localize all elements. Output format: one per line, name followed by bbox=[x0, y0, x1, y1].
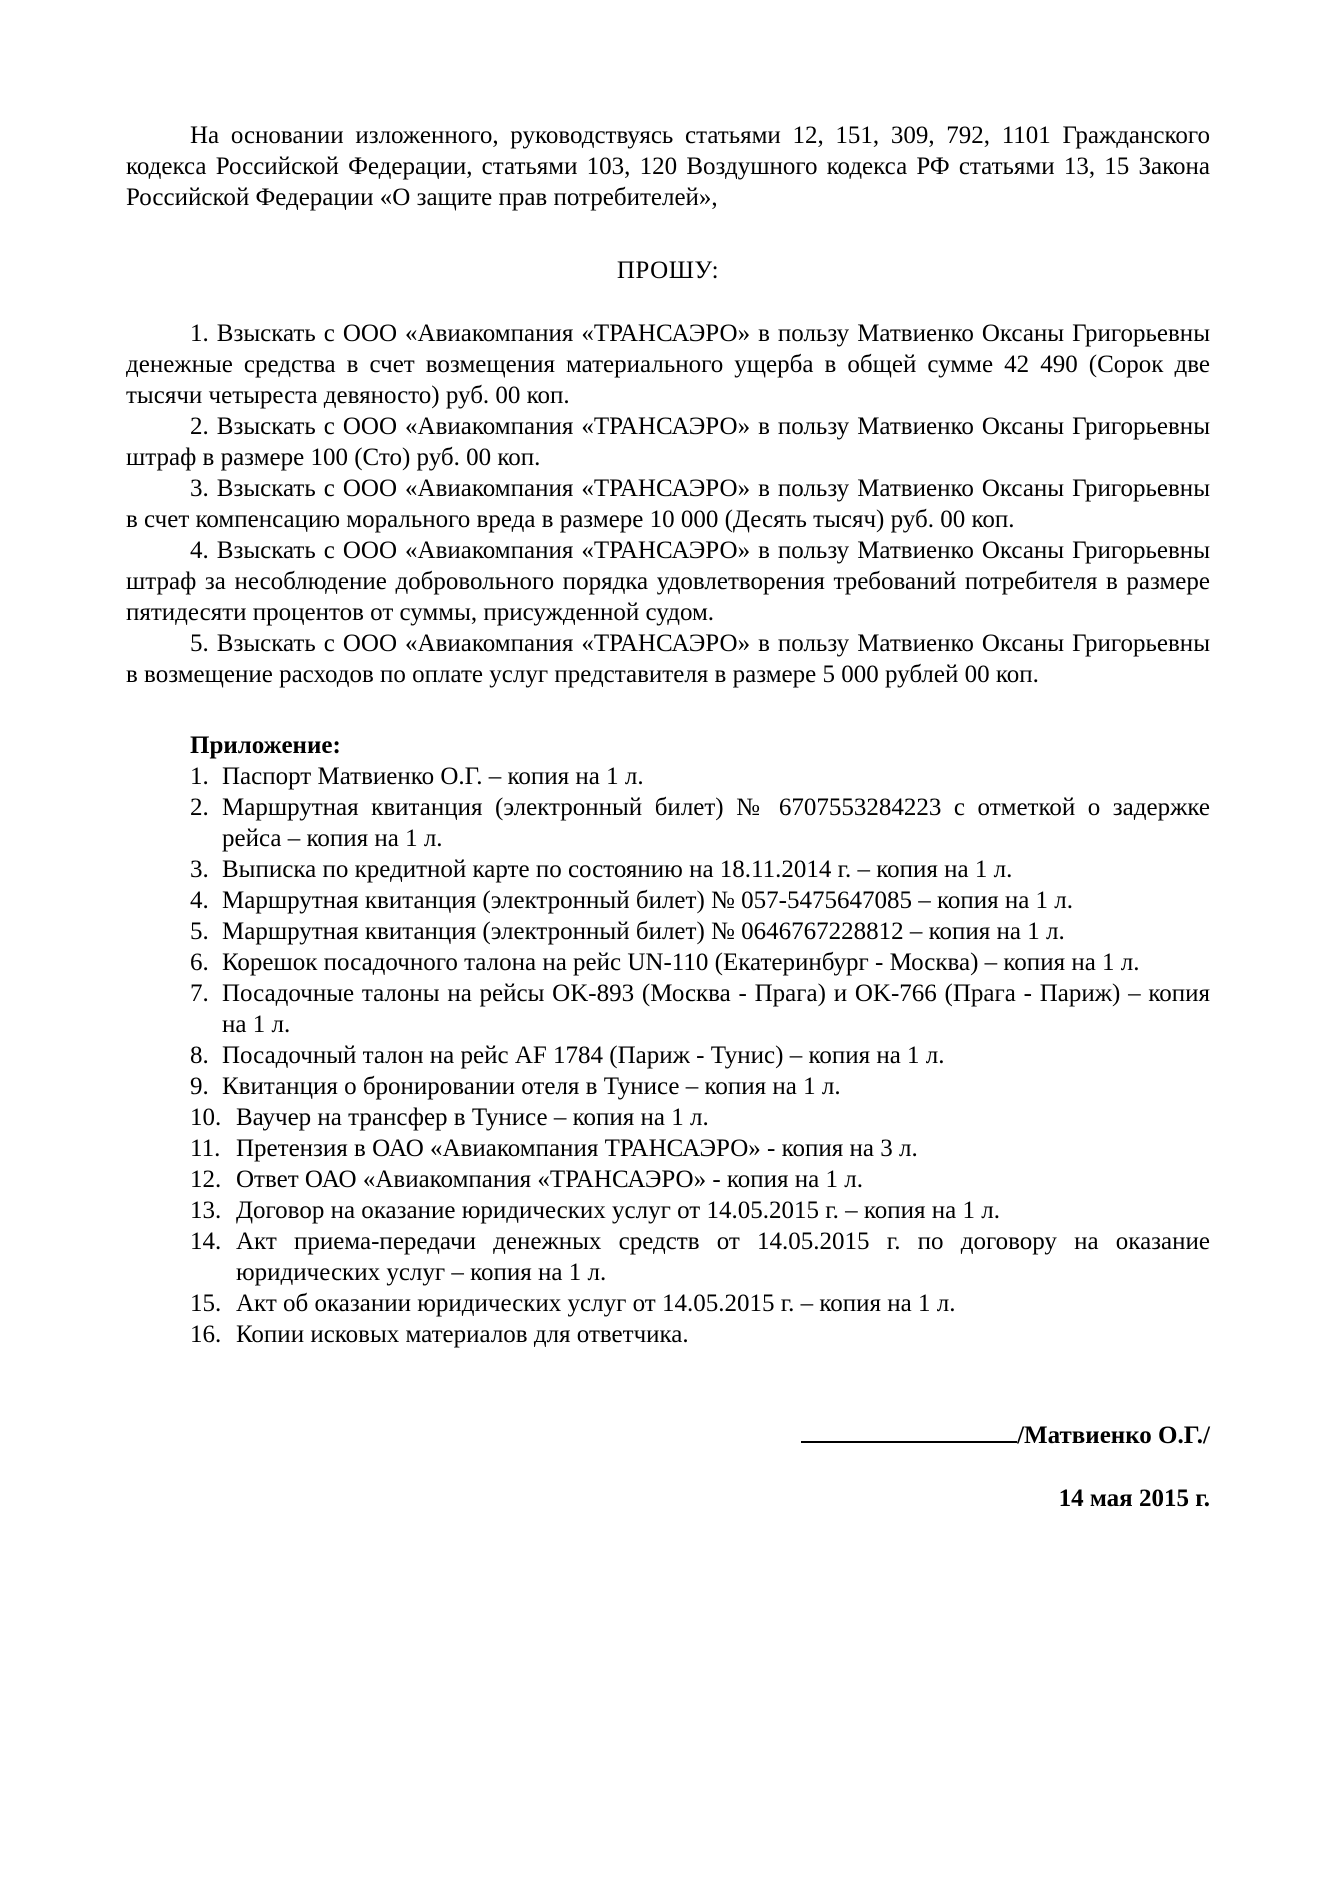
attachment-item bbox=[190, 885, 1210, 916]
attachment-number: 1. bbox=[190, 763, 209, 790]
request-title: ПРОШУ: bbox=[616, 257, 720, 284]
attachment-text: Ответ ОАО «Авиакомпания «ТРАНСАЭРО» - копия на 1 л. bbox=[236, 1166, 863, 1193]
signature-block bbox=[126, 1416, 1210, 1451]
attachment-text: Квитанция о бронировании отеля в Тунисе – копия на 1 л. bbox=[222, 1073, 841, 1100]
signature-name: /Матвиенко О.Г./ bbox=[1017, 1422, 1210, 1449]
attachment-text: Маршрутная квитанция (электронный билет) № 6707553284223 с отметкой о задержке рейса – копия на 1 л. bbox=[222, 794, 1210, 852]
request-list bbox=[126, 318, 1210, 690]
attachment-text: Выписка по кредитной карте по состоянию на 18.11.2014 г. – копия на 1 л. bbox=[222, 856, 1013, 883]
attachment-item bbox=[190, 1288, 1210, 1319]
attachment-item bbox=[190, 1164, 1210, 1195]
document-date: 14 мая 2015 г. bbox=[1058, 1485, 1210, 1512]
attachment-number: 14. bbox=[190, 1228, 222, 1255]
attachment-item bbox=[190, 1040, 1210, 1071]
attachment-item bbox=[190, 1319, 1210, 1350]
attachment-number: 5. bbox=[190, 918, 209, 945]
request-item: 4. Взыскать с ООО «Авиакомпания «ТРАНСАЭРО» в пользу Матвиенко Оксаны Григорьевны штраф за несоблюдение добровольного порядка удовлетворения требований потребителя в размере пятидесяти процентов от суммы, присужденной судом. bbox=[126, 537, 1210, 626]
attachment-text: Ваучер на трансфер в Тунисе – копия на 1 л. bbox=[236, 1104, 709, 1131]
attachment-number: 10. bbox=[190, 1104, 222, 1131]
attachment-number: 7. bbox=[190, 980, 209, 1007]
signature-line bbox=[801, 1416, 1017, 1443]
attachment-number: 2. bbox=[190, 794, 209, 821]
attachment-item bbox=[190, 916, 1210, 947]
attachment-item bbox=[190, 947, 1210, 978]
attachment-text: Посадочный талон на рейс AF 1784 (Париж - Тунис) – копия на 1 л. bbox=[222, 1042, 945, 1069]
attachment-number: 6. bbox=[190, 949, 209, 976]
attachment-text: Договор на оказание юридических услуг от 14.05.2015 г. – копия на 1 л. bbox=[236, 1197, 1000, 1224]
attachment-item bbox=[190, 1226, 1210, 1288]
attachment-text: Копии исковых материалов для ответчика. bbox=[236, 1321, 689, 1348]
attachment-text: Посадочные талоны на рейсы OK-893 (Москва - Прага) и OK-766 (Прага - Париж) – копия на 1 л. bbox=[222, 980, 1210, 1038]
attachment-text: Корешок посадочного талона на рейс UN-110 (Екатеринбург - Москва) – копия на 1 л. bbox=[222, 949, 1140, 976]
attachment-item bbox=[190, 854, 1210, 885]
attachment-item bbox=[190, 1195, 1210, 1226]
attachment-item bbox=[190, 1071, 1210, 1102]
attachment-text: Маршрутная квитанция (электронный билет) № 057-5475647085 – копия на 1 л. bbox=[222, 887, 1074, 914]
attachment-number: 11. bbox=[190, 1135, 221, 1162]
attachment-number: 4. bbox=[190, 887, 209, 914]
attachment-text: Акт приема-передачи денежных средств от 14.05.2015 г. по договору на оказание юридических услуг – копия на 1 л. bbox=[236, 1228, 1210, 1286]
request-item: 1. Взыскать с ООО «Авиакомпания «ТРАНСАЭРО» в пользу Матвиенко Оксаны Григорьевны денежные средства в счет возмещения материального ущерба в общей сумме 42 490 (Сорок две тысячи четыреста девяносто) руб. 00 коп. bbox=[126, 320, 1210, 409]
attachment-text: Маршрутная квитанция (электронный билет) № 0646767228812 – копия на 1 л. bbox=[222, 918, 1065, 945]
document-page bbox=[126, 120, 1210, 1514]
attachment-text: Акт об оказании юридических услуг от 14.05.2015 г. – копия на 1 л. bbox=[236, 1290, 956, 1317]
attachment-number: 15. bbox=[190, 1290, 222, 1317]
request-item: 3. Взыскать с ООО «Авиакомпания «ТРАНСАЭРО» в пользу Матвиенко Оксаны Григорьевны в счет компенсацию морального вреда в размере 10 000 (Десять тысяч) руб. 00 коп. bbox=[126, 475, 1210, 533]
intro-paragraph: На основании изложенного, руководствуясь статьями 12, 151, 309, 792, 1101 Гражданского кодекса Российской Федерации, статьями 103, 120 Воздушного кодекса РФ статьями 13, 15 Закона Российской Федерации «О защите прав потребителей», bbox=[126, 122, 1210, 211]
attachment-item bbox=[190, 1102, 1210, 1133]
attachment-item bbox=[190, 1133, 1210, 1164]
attachment-number: 16. bbox=[190, 1321, 222, 1348]
attachment-text: Паспорт Матвиенко О.Г. – копия на 1 л. bbox=[222, 763, 644, 790]
attachment-text: Претензия в ОАО «Авиакомпания ТРАНСАЭРО» - копия на 3 л. bbox=[236, 1135, 918, 1162]
attachment-item bbox=[190, 792, 1210, 854]
request-item: 5. Взыскать с ООО «Авиакомпания «ТРАНСАЭРО» в пользу Матвиенко Оксаны Григорьевны в возмещение расходов по оплате услуг представителя в размере 5 000 рублей 00 коп. bbox=[126, 630, 1210, 688]
attachment-number: 13. bbox=[190, 1197, 222, 1224]
attachment-number: 12. bbox=[190, 1166, 222, 1193]
attachment-item bbox=[190, 978, 1210, 1040]
attachments-section bbox=[126, 730, 1210, 1350]
attachment-number: 3. bbox=[190, 856, 209, 883]
attachment-number: 9. bbox=[190, 1073, 209, 1100]
attachment-number: 8. bbox=[190, 1042, 209, 1069]
request-item: 2. Взыскать с ООО «Авиакомпания «ТРАНСАЭРО» в пользу Матвиенко Оксаны Григорьевны штраф в размере 100 (Сто) руб. 00 коп. bbox=[126, 413, 1210, 471]
attachments-heading: Приложение: bbox=[190, 732, 341, 759]
attachment-item bbox=[190, 761, 1210, 792]
